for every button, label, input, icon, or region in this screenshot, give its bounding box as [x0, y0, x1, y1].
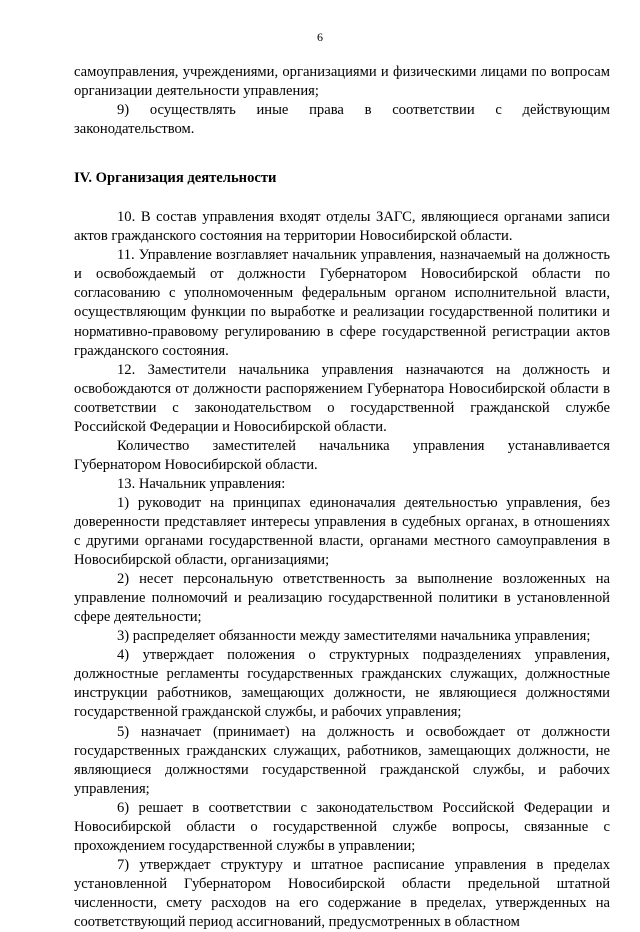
paragraph-13: 13. Начальник управления:: [117, 475, 286, 492]
page-number: 6: [317, 30, 323, 44]
paragraph-deputies-count: Количество заместителей начальника управления устанавливается Губернатором Новосибирской области.: [74, 437, 610, 473]
spacer: [74, 139, 610, 169]
paragraph-13-item-5: 5) назначает (принимает) на должность и освобождает от должности государственных гражданских служащих, работников, замещающих должности, не являющиеся должностями государственной гражданской службы, и рабочих управления;: [74, 723, 610, 797]
paragraph-13-item-6: 6) решает в соответствии с законодательством Российской Федерации и Новосибирской области о государственной службе вопросы, связанные с прохождением государственной службы в управлении;: [74, 799, 610, 854]
paragraph-13-item-2: 2) несет персональную ответственность за выполнение возложенных на управление полномочий и реализацию государственной политики в установленной сфере деятельности;: [74, 571, 610, 626]
paragraph-12: 12. Заместители начальника управления назначаются на должность и освобождаются от должности распоряжением Губернатора Новосибирской области в соответствии с законодательством о государственной гражданской службе Российской Федерации и Новосибирской области.: [74, 361, 610, 435]
section-heading: IV. Организация деятельности: [74, 170, 277, 187]
document-body: [74, 63, 610, 932]
paragraph-11: 11. Управление возглавляет начальник управления, назначаемый на должность и освобождаемый от должности Губернатором Новосибирской области по согласованию с уполномоченным федеральным органом исполнительной власти, осуществляющим функции по выработке и реализации государственной политики и нормативно-правовому регулированию в сфере государственной регистрации актов гражданского состояния.: [74, 247, 610, 359]
continued-paragraph: самоуправления, учреждениями, организациями и физическими лицами по вопросам организации деятельности управления;: [74, 64, 610, 100]
paragraph-13-item-7: 7) утверждает структуру и штатное расписание управления в пределах установленной Губернатором Новосибирской области предельной штатной численности, смету расходов на его содержание в пределах, утвержденных на соответствующий период ассигнований, предусмотренных в областном: [74, 856, 610, 930]
paragraph-item-9: 9) осуществлять иные права в соответствии с действующим законодательством.: [74, 102, 610, 138]
spacer: [74, 188, 610, 208]
paragraph-13-item-4: 4) утверждает положения о структурных подразделениях управления, должностные регламенты государственных гражданских служащих, должностные инструкции работников, замещающих должности, не являющиеся должностями государственной гражданской службы, и рабочих управления;: [74, 647, 610, 721]
paragraph-13-item-1: 1) руководит на принципах единоначалия деятельностью управления, без доверенности представляет интересы управления в судебных органах, в отношениях с другими органами государственной власти, органами местного самоуправления в Новосибирской области, организациями;: [74, 494, 610, 569]
paragraph-13-item-3: 3) распределяет обязанности между заместителями начальника управления;: [117, 628, 591, 645]
paragraph-10: 10. В состав управления входят отделы ЗАГС, являющиеся органами записи актов гражданского состояния на территории Новосибирской области.: [74, 209, 610, 245]
